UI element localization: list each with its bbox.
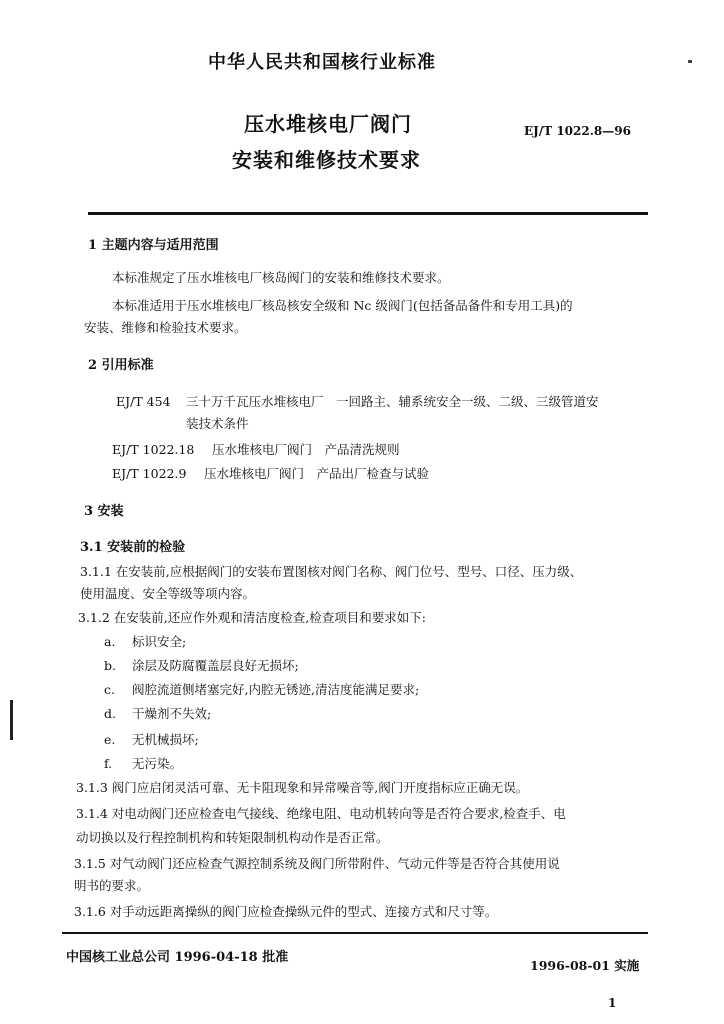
footer-divider [62, 932, 648, 934]
section-1-heading: 1 主题内容与适用范围 [88, 238, 219, 253]
effective-date: 1996-08-01 实施 [530, 958, 640, 973]
section-2-heading: 2 引用标准 [88, 358, 154, 373]
list-item-text: 干燥剂不失效; [132, 706, 212, 721]
reference-title: 压水堆核电厂阀门 产品出厂检查与试验 [204, 466, 430, 481]
list-item-text: 阀腔流道侧堵塞完好,内腔无锈迹,清洁度能满足要求; [132, 682, 420, 697]
section-1-para-2b: 安装、维修和检验技术要求。 [84, 320, 247, 335]
reference-code: EJ/T 1022.9 [112, 466, 187, 481]
document-title-line1: 压水堆核电厂阀门 [244, 112, 412, 136]
clause-3-1-4: 3.1.4 对电动阀门还应检查电气接线、绝缘电阻、电动机转向等是否符合要求,检查手、电 [76, 806, 566, 821]
list-item-text: 标识安全; [132, 634, 187, 649]
approval-statement: 中国核工业总公司 1996-04-18 批准 [66, 950, 289, 965]
header-divider [88, 212, 648, 215]
list-item-label: b. [104, 658, 116, 673]
list-item-text: 无污染。 [132, 756, 183, 771]
clause-3-1-4-cont: 动切换以及行程控制机构和转矩限制机构动作是否正常。 [76, 830, 389, 845]
reference-title: 三十万千瓦压水堆核电厂 一回路主、辅系统安全一级、二级、三级管道安 [186, 394, 599, 409]
scan-edge-mark [10, 700, 13, 740]
list-item-label: e. [104, 732, 116, 747]
clause-3-1-1-cont: 使用温度、安全等级等项内容。 [80, 586, 256, 601]
section-3-heading: 3 安装 [84, 504, 124, 519]
clause-3-1-1: 3.1.1 在安装前,应根据阀门的安装布置图核对阀门名称、阀门位号、型号、口径、压力级、 [80, 564, 583, 579]
list-item-label: c. [104, 682, 115, 697]
list-item-label: f. [104, 756, 113, 771]
list-item-text: 无机械损坏; [132, 732, 199, 747]
list-item-text: 涂层及防腐覆盖层良好无损坏; [132, 658, 299, 673]
section-1-para-1: 本标准规定了压水堆核电厂核岛阀门的安装和维修技术要求。 [112, 270, 450, 285]
standard-code: EJ/T 1022.8—96 [524, 124, 631, 138]
clause-3-1-5: 3.1.5 对气动阀门还应检查气源控制系统及阀门所带附件、气动元件等是否符合其使用说 [74, 856, 560, 871]
reference-title: 压水堆核电厂阀门 产品清洗规则 [212, 442, 400, 457]
reference-title-cont: 装技术条件 [186, 416, 249, 431]
clause-3-1-heading: 3.1 安装前的检验 [80, 540, 186, 555]
clause-3-1-5-cont: 明书的要求。 [74, 878, 150, 893]
scan-speck [688, 60, 692, 63]
list-item-label: d. [104, 706, 116, 721]
clause-3-1-6: 3.1.6 对手动远距离操纵的阀门应检查操纵元件的型式、连接方式和尺寸等。 [74, 904, 498, 919]
clause-3-1-2: 3.1.2 在安装前,还应作外观和清洁度检查,检查项目和要求如下: [78, 610, 426, 625]
document-title-line2: 安装和维修技术要求 [232, 148, 421, 172]
list-item-label: a. [104, 634, 116, 649]
standard-category-header: 中华人民共和国核行业标准 [208, 52, 436, 73]
reference-code: EJ/T 1022.18 [112, 442, 195, 457]
clause-3-1-3: 3.1.3 阀门应启闭灵活可靠、无卡阻现象和异常噪音等,阀门开度指标应正确无误。 [76, 780, 529, 795]
section-1-para-2a: 本标准适用于压水堆核电厂核岛核安全级和 Nc 级阀门(包括备品备件和专用工具)的 [112, 298, 573, 313]
page-number: 1 [608, 996, 617, 1010]
reference-code: EJ/T 454 [116, 394, 171, 409]
